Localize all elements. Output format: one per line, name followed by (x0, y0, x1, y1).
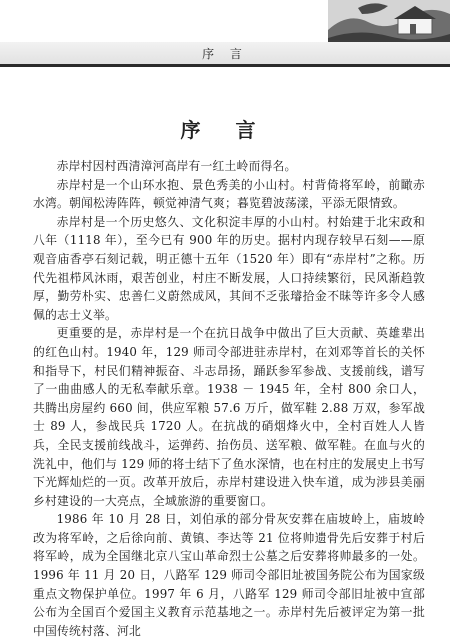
running-head: 序 言 (202, 47, 248, 61)
page-title: 序 言 (180, 118, 270, 142)
paragraph-1: 赤岸村因村西清漳河高岸有一红土岭而得名。 (56, 159, 297, 173)
paragraph-5: 1986 年 10 月 28 日，刘伯承的部分骨灰安葬在庙坡岭上，庙坡岭改为将军岭，之后徐向前、黄镇、李达等 21 位将帅遗骨先后安葬于村后将军岭，成为全国继北京八宝山革命烈士公墓之后安葬将帅最多的一处。1996 年 11 月 20 日，八路军 129 师司令部旧址被国务院公布为国家级重点文物保护单位。1997 年 6 月，八路军 129 师司令部旧址被中宣部公布为全国百个爱国主义教育示范基地之一。赤岸村先后被评定为第一批中国传统村落、河北 (33, 512, 425, 638)
body-text (33, 157, 425, 640)
header-rule (0, 64, 450, 67)
paragraph-2: 赤岸村是一个山环水抱、景色秀美的小山村。村背倚将军岭，前瞰赤水湾。朝闻松涛阵阵，顿觉神清气爽；暮览碧波荡漾，平添无限情致。 (33, 177, 425, 211)
paragraph-4: 更重要的是，赤岸村是一个在抗日战争中做出了巨大贡献、英雄辈出的红色山村。1940 年，129 师司令部进驻赤岸村，在刘邓等首长的关怀和指导下，村民们精神振奋、斗志昂扬，踊跃参军参战、支援前线，谱写了一曲曲感人的无私奉献乐章。1938 － 1945 年，全村 800 余口人，共腾出房屋约 660 间，供应军粮 57.6 万斤，做军鞋 2.88 万双，参军战士 89 人，参战民兵 1720 人。在抗战的硝烟烽火中，全村百姓人人皆兵，全民支援前线战斗，运弹药、抬伤员、送军粮、做军鞋。在血与火的洗礼中，他们与 129 师的将士结下了鱼水深情，也在村庄的发展史上书写下光辉灿烂的一页。改革开放后，赤岸村建设进入快车道，成为涉县美丽乡村建设的一大亮点，全域旅游的重要窗口。 (33, 326, 425, 508)
header-landscape-photo (328, 0, 450, 42)
paragraph-3: 赤岸村是一个历史悠久、文化积淀丰厚的小山村。村始建于北宋政和八年（1118 年），至今已有 900 年的历史。据村内现存较早石刻——原观音庙香亭石刻记载，明正德十五年（1520 年）即有“赤岸村”之称。历代先祖栉风沐雨，艰苦创业，村庄不断发展，人口持续繁衍，民风渐趋敦厚，勤劳朴实、忠善仁义蔚然成风，其间不乏张璿拾金不昧等许多令人感佩的志士义举。 (33, 214, 425, 322)
header-photo-illustration (328, 0, 450, 42)
